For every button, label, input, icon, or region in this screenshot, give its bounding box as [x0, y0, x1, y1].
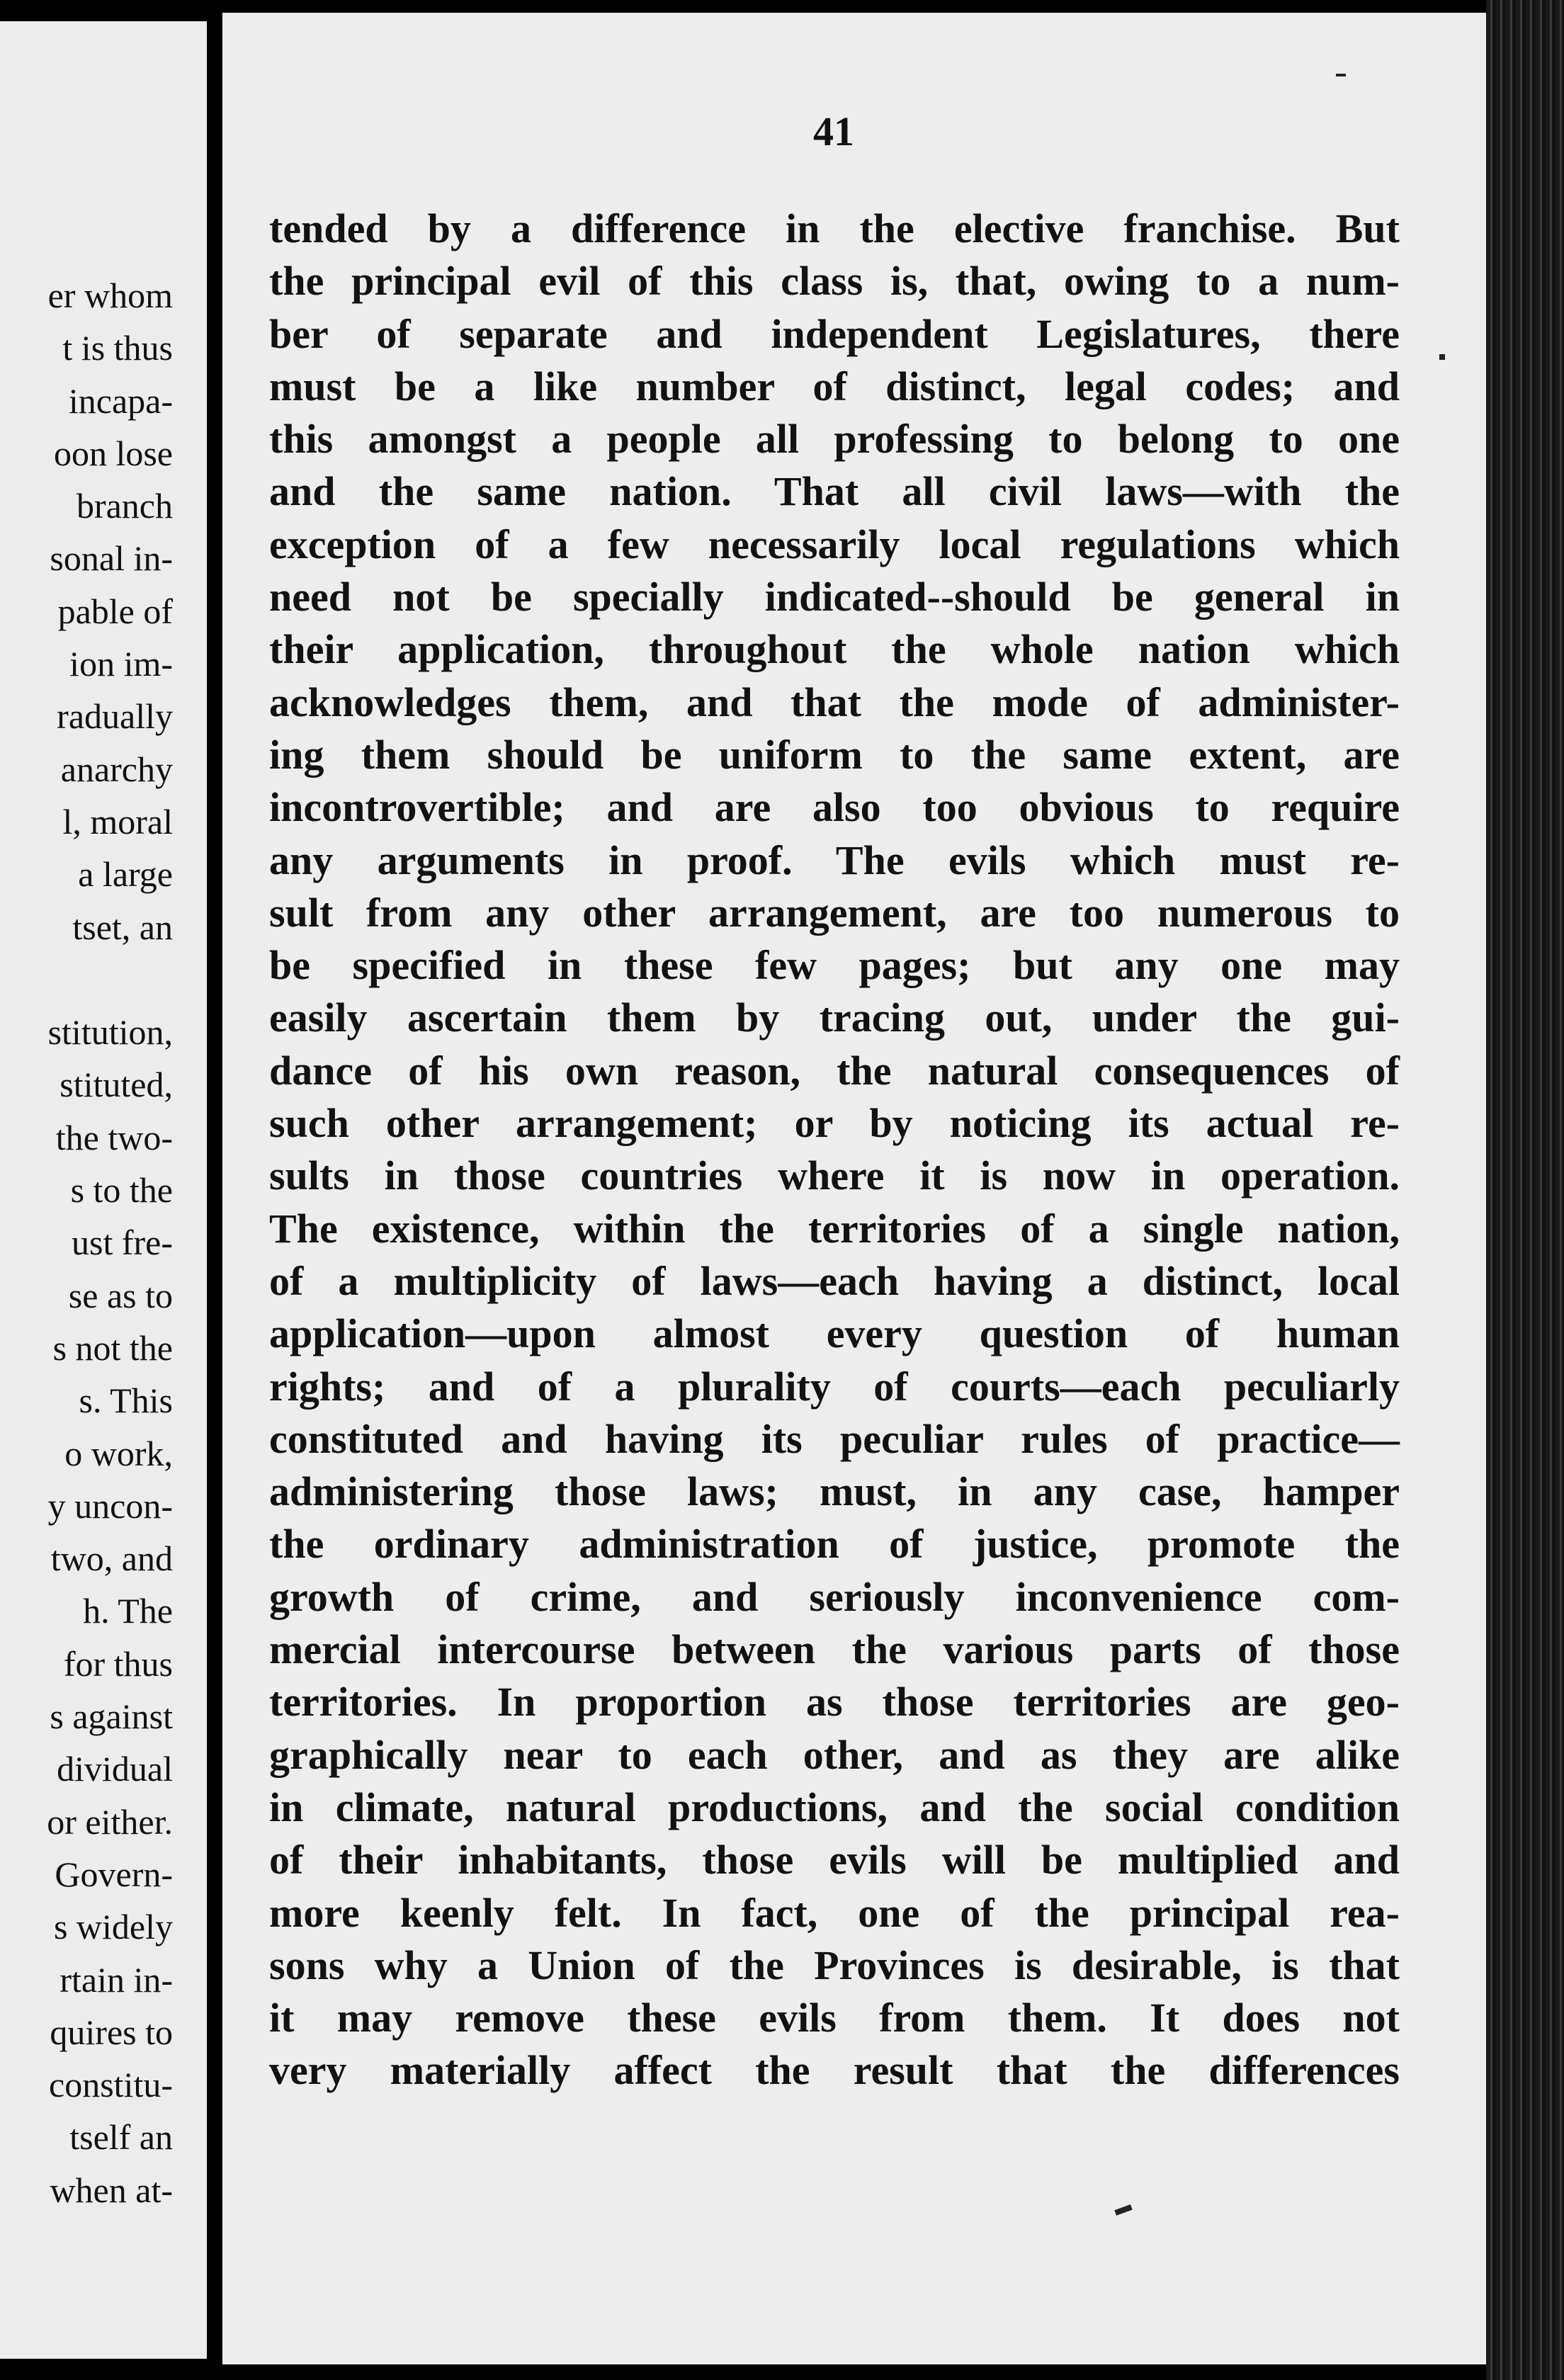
text-line: any arguments in proof. The evils which must re-	[269, 837, 1400, 883]
text-line: must be a like number of distinct, legal codes; and	[269, 363, 1400, 409]
left-page-line: ion im-	[69, 644, 173, 684]
left-facing-page	[0, 21, 207, 2359]
left-page-line: oon lose	[53, 433, 173, 473]
left-page-line: y uncon-	[47, 1485, 173, 1526]
left-page-line: a large	[78, 854, 173, 895]
text-line: incontrovertible; and are also too obvious to require	[269, 784, 1400, 831]
text-line: need not be specially indicated--should be general in	[269, 574, 1400, 620]
left-page-line: t is thus	[62, 328, 173, 368]
page-body-text	[269, 203, 1400, 2097]
left-page-line: l, moral	[62, 801, 173, 842]
left-page-line: stituted,	[60, 1065, 173, 1105]
text-line: easily ascertain them by tracing out, under the gui-	[269, 994, 1400, 1041]
text-line: The existence, within the territories of a single nation,	[269, 1205, 1400, 1252]
text-line: graphically near to each other, and as they are alike	[269, 1731, 1400, 1778]
text-line: mercial intercourse between the various parts of those	[269, 1626, 1400, 1673]
left-page-line: branch	[76, 486, 173, 526]
text-line: this amongst a people all professing to belong to one	[269, 416, 1400, 463]
text-line: the principal evil of this class is, that, owing to a num-	[269, 258, 1400, 305]
left-page-line: the two-	[55, 1117, 173, 1157]
left-page-line: rtain in-	[60, 1959, 173, 2000]
text-line: sults in those countries where it is now in operation.	[269, 1152, 1400, 1199]
text-line: the ordinary administration of justice, promote the	[269, 1521, 1400, 1568]
text-line: dance of his own reason, the natural consequences of	[269, 1047, 1400, 1094]
text-line: rights; and of a plurality of courts—each peculiarly	[269, 1363, 1400, 1410]
left-page-line: for thus	[63, 1643, 173, 1684]
left-page-line: s widely	[53, 1907, 173, 1947]
left-page-line: er whom	[47, 276, 173, 315]
text-line: constituted and having its peculiar rules of practice—	[269, 1415, 1400, 1462]
left-page-line: s against	[50, 1696, 173, 1737]
text-line: of their inhabitants, those evils will be multiplied and	[269, 1837, 1400, 1883]
print-mark	[1439, 354, 1445, 360]
text-line: sult from any other arrangement, are too numerous to	[269, 889, 1400, 936]
left-page-line: sonal in-	[50, 538, 173, 579]
left-page-text-fragments	[0, 269, 173, 2216]
left-page-line: s to the	[70, 1170, 173, 1211]
left-page-line: se as to	[68, 1275, 173, 1315]
text-line: it may remove these evils from them. It does not	[269, 1995, 1400, 2041]
left-page-line: quires to	[50, 2012, 173, 2052]
left-page-line: constitu-	[49, 2065, 173, 2105]
left-page-line: stitution,	[47, 1012, 173, 1053]
left-page-line: dividual	[57, 1749, 173, 1789]
left-page-line: radually	[57, 696, 173, 737]
left-page-line: tself an	[69, 2117, 173, 2158]
text-line: growth of crime, and seriously inconvenience com-	[269, 1573, 1400, 1620]
left-page-line: tset, an	[72, 907, 173, 947]
left-page-line: h. The	[83, 1591, 173, 1631]
left-page-line: ust fre-	[72, 1223, 173, 1263]
page-number: 41	[813, 108, 854, 154]
left-page-line: s. This	[79, 1381, 173, 1421]
left-page-line: pable of	[57, 591, 173, 631]
text-line: of a multiplicity of laws—each having a distinct, local	[269, 1257, 1400, 1304]
text-line: application—upon almost every question of human	[269, 1310, 1400, 1357]
left-page-line	[0, 953, 173, 1006]
print-mark	[1336, 74, 1346, 76]
text-line: tended by a difference in the elective franchise. But	[269, 205, 1400, 251]
left-page-line: two, and	[50, 1538, 173, 1579]
text-line: administering those laws; must, in any case, hamper	[269, 1468, 1400, 1515]
text-line: ing them should be uniform to the same extent, are	[269, 731, 1400, 778]
left-page-line: incapa-	[68, 380, 173, 421]
text-line: and the same nation. That all civil laws—with the	[269, 468, 1400, 515]
text-line: acknowledges them, and that the mode of administer-	[269, 679, 1400, 725]
text-line: ber of separate and independent Legislatures, there	[269, 310, 1400, 357]
text-line: territories. In proportion as those territories are geo-	[269, 1679, 1400, 1726]
left-page-line: Govern-	[55, 1854, 173, 1894]
text-line: be specified in these few pages; but any one may	[269, 942, 1400, 989]
text-line: their application, throughout the whole nation which	[269, 626, 1400, 673]
text-line: such other arrangement; or by noticing its actual re-	[269, 1100, 1400, 1147]
left-page-line: o work,	[64, 1433, 173, 1473]
text-line: exception of a few necessarily local regulations which	[269, 521, 1400, 567]
left-page-line: when at-	[50, 2170, 173, 2210]
left-page-line: s not the	[52, 1327, 173, 1368]
text-line: in climate, natural productions, and the social condition	[269, 1784, 1400, 1830]
left-page-line: or either.	[47, 1801, 173, 1842]
text-line: more keenly felt. In fact, one of the principal rea-	[269, 1889, 1400, 1936]
left-page-line: anarchy	[60, 749, 173, 789]
book-page-edge	[1486, 0, 1564, 2380]
text-line: sons why a Union of the Provinces is desirable, is that	[269, 1942, 1400, 1988]
text-line: very materially affect the result that the differences	[269, 2047, 1400, 2094]
